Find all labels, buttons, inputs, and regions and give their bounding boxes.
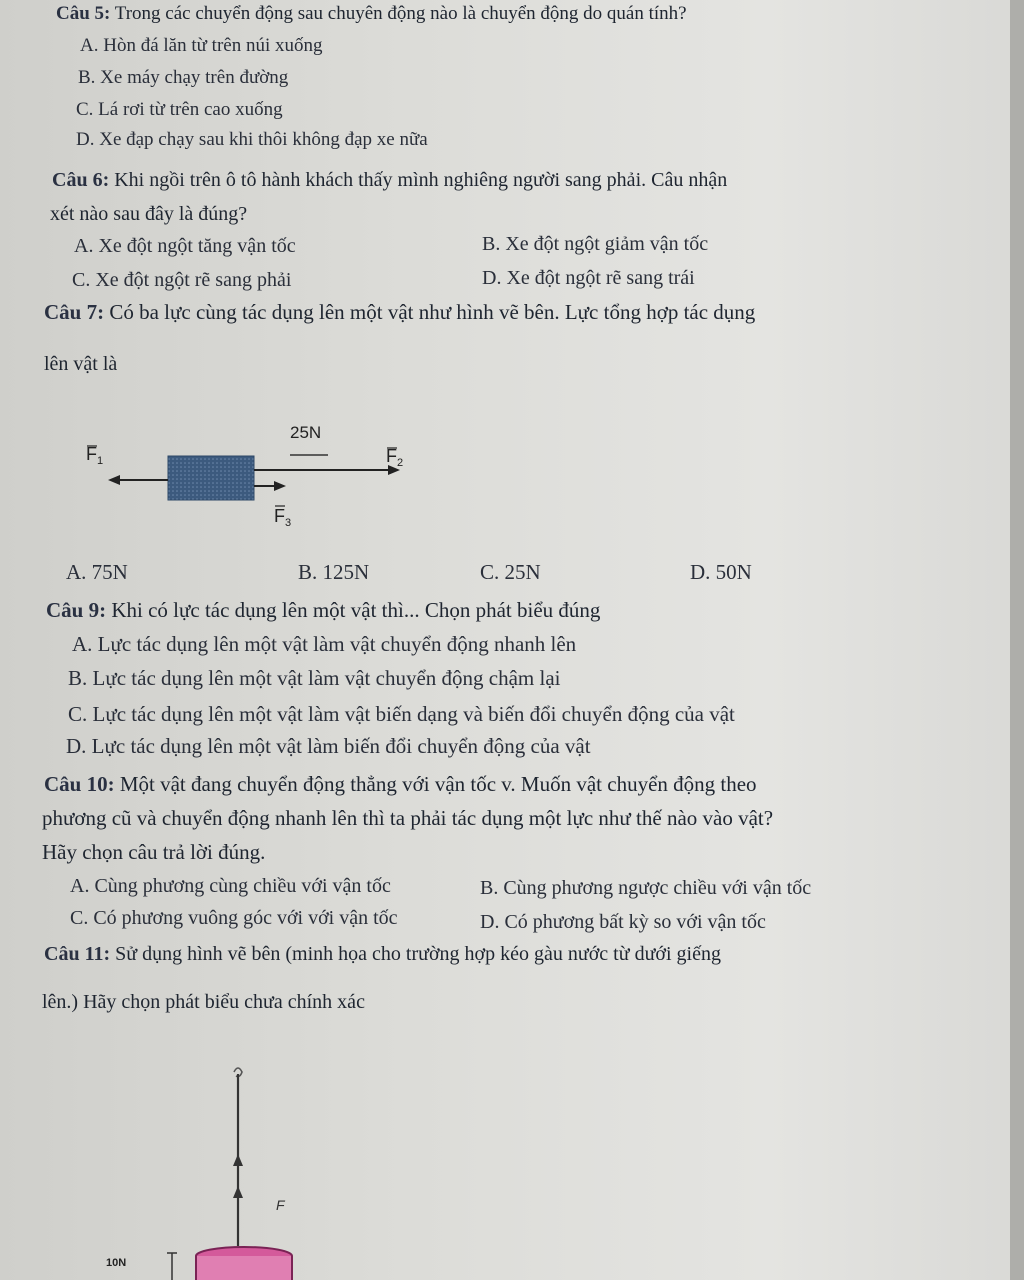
q7-option-c: C. 25N — [480, 560, 541, 584]
scale-label-25n: 25N — [290, 423, 322, 442]
question-6-label: Câu 6: — [52, 169, 110, 191]
q7-option-d: D. 50N — [690, 560, 752, 584]
question-5-text: Trong các chuyển động sau chuyên động nào là chuyển động do quán tính? — [114, 3, 687, 24]
question-9-label: Câu 9: — [46, 598, 107, 622]
question-10-text-2: phương cũ và chuyển động nhanh lên thì ta phải tác dụng một lực như thế nào vào vật? — [42, 806, 774, 830]
question-6-text-1: Khi ngồi trên ô tô hành khách thấy mình nghiêng người sang phải. Câu nhận — [114, 169, 728, 191]
question-9-text: Khi có lực tác dụng lên một vật thì... Chọn phát biểu đúng — [111, 598, 601, 622]
f3-label: $F_3$ — [274, 506, 292, 529]
force-f-label: F — [276, 1197, 285, 1213]
q6-option-b: B. Xe đột ngột giảm vận tốc — [482, 233, 709, 255]
q9-option-d: D. Lực tác dụng lên một vật làm biến đổi chuyển động của vật — [66, 734, 591, 758]
question-7-label: Câu 7: — [44, 300, 105, 324]
q9-option-a: A. Lực tác dụng lên một vật làm vật chuyển động nhanh lên — [72, 632, 577, 656]
scale-label-10n: 10N — [106, 1257, 127, 1269]
block — [168, 456, 254, 500]
f1-arrowhead — [108, 475, 120, 485]
question-11-label: Câu 11: — [44, 943, 111, 965]
q6-option-c: C. Xe đột ngột rẽ sang phải — [72, 269, 292, 291]
question-6-text-2: xét nào sau đây là đúng? — [50, 203, 248, 225]
q9-option-c: C. Lực tác dụng lên một vật làm vật biến dạng và biến đổi chuyển động của vật — [68, 702, 735, 726]
q10-option-b: B. Cùng phương ngược chiều với vận tốc — [480, 877, 812, 899]
question-5 — [56, 2, 687, 26]
question-11 — [44, 942, 721, 966]
question-6 — [52, 168, 727, 192]
q9-option-b: B. Lực tác dụng lên một vật làm vật chuyển động chậm lại — [68, 666, 561, 690]
question-9 — [46, 598, 600, 622]
q10-option-a: A. Cùng phương cùng chiều với vận tốc — [70, 875, 391, 897]
question-5-label: Câu 5: — [56, 3, 111, 24]
question-7 — [44, 300, 755, 324]
q6-option-d: D. Xe đột ngột rẽ sang trái — [482, 267, 695, 289]
q10-option-c: C. Có phương vuông góc với với vận tốc — [70, 907, 398, 929]
well-bucket-diagram — [100, 1050, 320, 1280]
f3-arrowhead — [274, 481, 286, 491]
force-arrowhead-lower — [233, 1186, 243, 1198]
bucket-body — [196, 1256, 292, 1280]
page-edge-shadow — [1010, 0, 1024, 1280]
q5-option-d: D. Xe đạp chạy sau khi thôi không đạp xe nữa — [76, 129, 428, 150]
q5-option-a: A. Hòn đá lăn từ trên núi xuống — [80, 35, 323, 56]
q10-option-d: D. Có phương bất kỳ so với vận tốc — [480, 911, 766, 933]
question-10 — [44, 772, 757, 796]
question-7-text-2: lên vật là — [44, 353, 118, 375]
q5-option-b: B. Xe máy chạy trên đường — [78, 67, 289, 88]
q6-option-a: A. Xe đột ngột tăng vận tốc — [74, 235, 296, 257]
question-11-text-1: Sử dụng hình vẽ bên (minh họa cho trường hợp kéo gàu nước từ dưới giếng — [115, 943, 721, 965]
force-diagram — [80, 410, 440, 540]
question-10-label: Câu 10: — [44, 772, 115, 796]
q7-option-b: B. 125N — [298, 560, 370, 584]
f2-label: $F_2$ — [386, 446, 404, 469]
q5-option-c: C. Lá rơi từ trên cao xuống — [76, 99, 283, 120]
question-11-text-2: lên.) Hãy chọn phát biểu chưa chính xác — [42, 991, 365, 1013]
question-7-text-1: Có ba lực cùng tác dụng lên một vật như hình vẽ bên. Lực tổng hợp tác dụng — [109, 300, 756, 324]
force-arrowhead-upper — [233, 1154, 243, 1166]
f1-label: $F_1$ — [86, 444, 104, 467]
q7-option-a: A. 75N — [66, 560, 128, 584]
question-10-text-1: Một vật đang chuyển động thẳng với vận tốc v. Muốn vật chuyển động theo — [119, 772, 757, 796]
question-10-text-3: Hãy chọn câu trả lời đúng. — [42, 840, 266, 864]
